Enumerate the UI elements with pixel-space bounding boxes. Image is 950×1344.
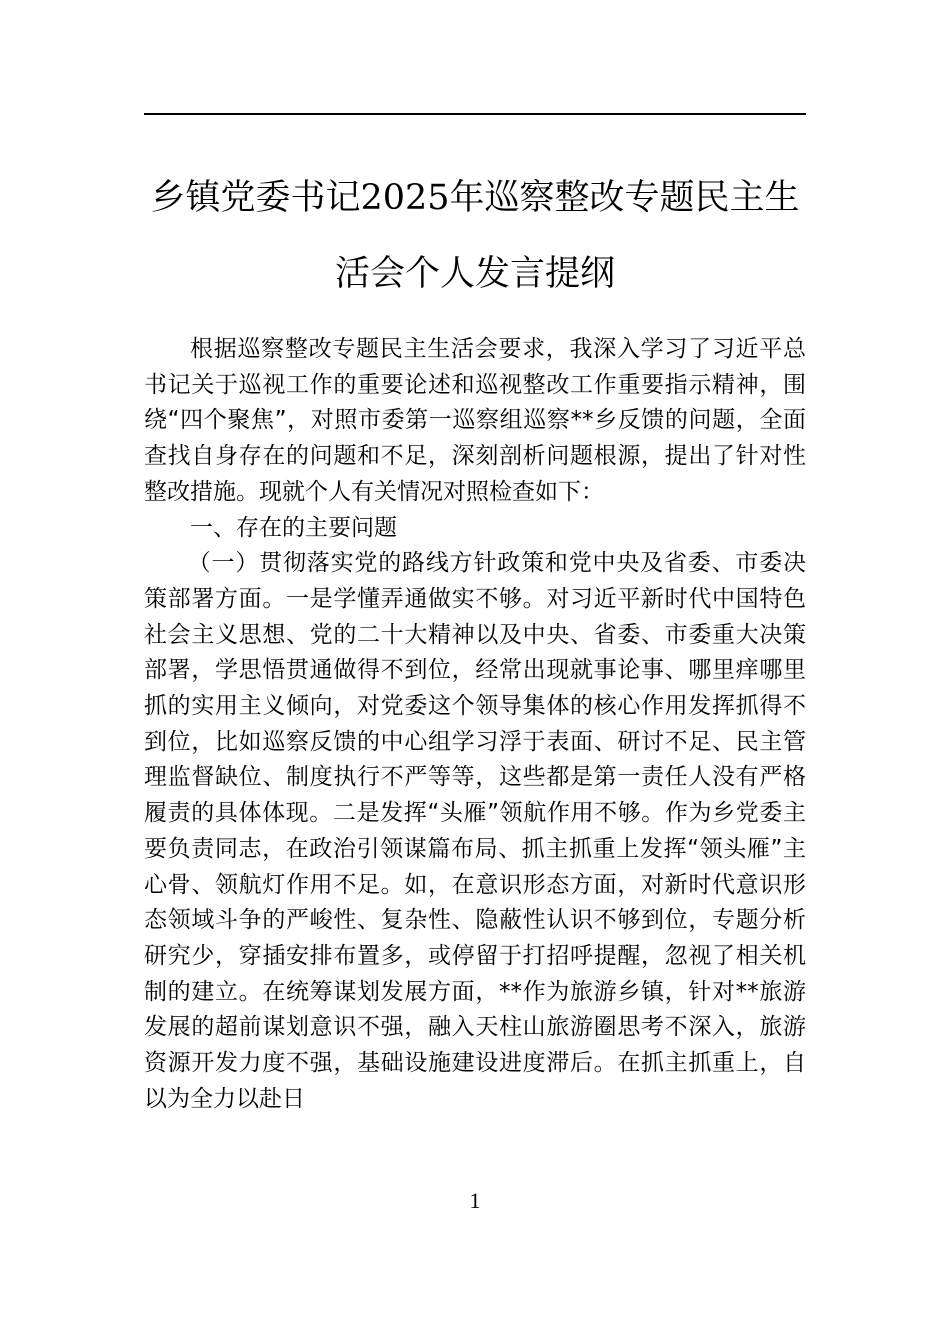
page-number: 1 <box>469 1188 481 1213</box>
title-line-1: 乡镇党委书记2025年巡察整改专题民主生 <box>150 178 800 218</box>
paragraph-intro: 根据巡察整改专题民主生活会要求，我深入学习了习近平总书记关于巡视工作的重要论述和巡视整改工作重要指示精神，围绕“四个聚焦”，对照市委第一巡察组巡察**乡反馈的问题，全面查找自身存在的问题和不足，深刻剖析问题根源，提出了针对性整改措施。现就个人有关情况对照检查如下： <box>144 336 806 505</box>
document-body <box>144 332 806 1117</box>
header-rule <box>144 113 806 115</box>
paragraph-section-1: （一）贯彻落实党的路线方针政策和党中央及省委、市委决策部署方面。一是学懂弄通做实不够。对习近平新时代中国特色社会主义思想、党的二十大精神以及中央、省委、市委重大决策部署，学思悟贯通做得不到位，经常出现就事论事、哪里痒哪里抓的实用主义倾向，对党委这个领导集体的核心作用发挥抓得不到位，比如巡察反馈的中心组学习浮于表面、研讨不足、民主管理监督缺位、制度执行不严等等，这些都是第一责任人没有严格履责的具体体现。二是发挥“头雁”领航作用不够。作为乡党委主要负责同志，在政治引领谋篇布局、抓主抓重上发挥“领头雁”主心骨、领航灯作用不足。如，在意识形态方面，对新时代意识形态领域斗争的严峻性、复杂性、隐蔽性认识不够到位，专题分析研究少，穿插安排布置多，或停留于打招呼提醒，忽视了相关机制的建立。在统筹谋划发展方面，**作为旅游乡镇，针对**旅游发展的超前谋划意识不强，融入天柱山旅游圈思考不深入，旅游资源开发力度不强，基础设施建设进度滞后。在抓主抓重上，自以为全力以赴日 <box>144 550 806 1112</box>
section-heading: 一、存在的主要问题 <box>190 514 397 541</box>
document-title <box>144 160 806 312</box>
title-line-2: 活会个人发言提纲 <box>334 254 615 294</box>
